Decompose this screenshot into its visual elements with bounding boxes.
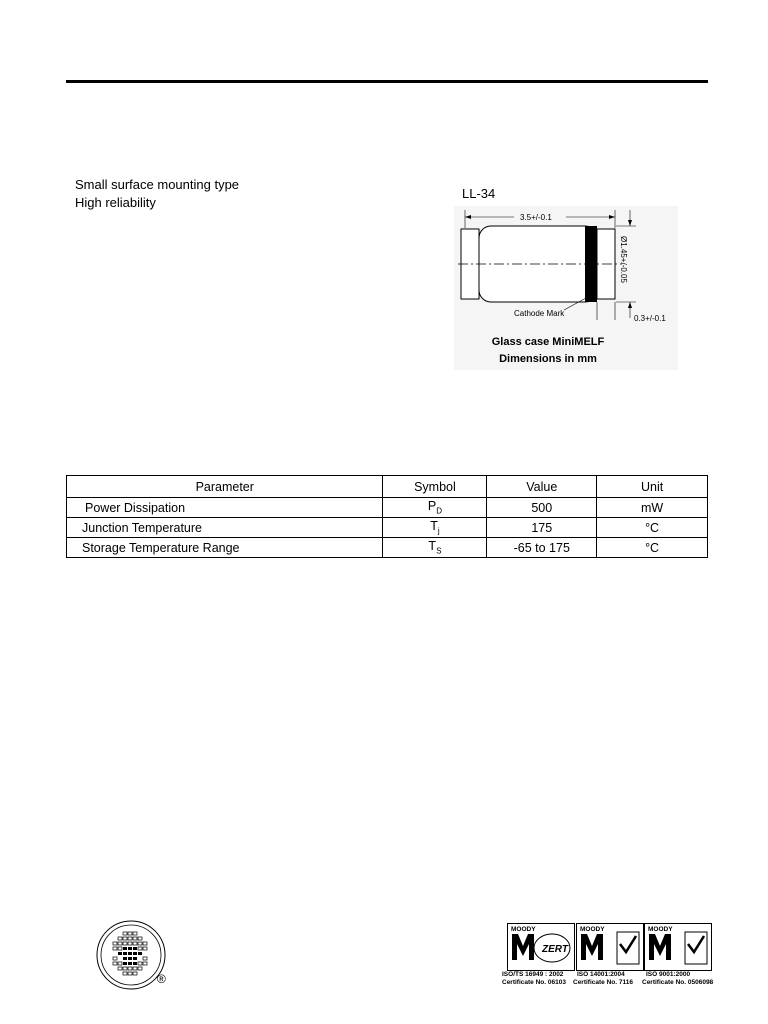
- cathode-mark-label: Cathode Mark: [514, 309, 565, 318]
- features-list: [75, 176, 239, 212]
- parameter-cell: Junction Temperature: [67, 518, 383, 538]
- value-cell: 500: [487, 498, 597, 518]
- moody-mark-icon: [645, 924, 711, 970]
- table-header-row: [67, 476, 708, 498]
- value-cell: -65 to 175: [487, 538, 597, 558]
- cert-number: Certificate No. 06103: [502, 979, 566, 986]
- feature-item: Small surface mounting type: [75, 177, 240, 192]
- diagram-caption: Glass case MiniMELF: [491, 336, 605, 348]
- header-unit: Unit: [597, 476, 708, 498]
- unit-cell: mW: [597, 498, 708, 518]
- symbol-cell: [383, 518, 487, 538]
- cert-standard: ISO 9001:2000: [646, 971, 691, 978]
- cert-logo-iso9001: [644, 923, 712, 971]
- symbol-text: T: [430, 519, 438, 534]
- parameter-cell: Storage Temperature Range: [67, 538, 383, 558]
- symbol-text: P: [427, 499, 437, 514]
- moody-mark-icon: [577, 924, 643, 970]
- value-cell: 175: [487, 518, 597, 538]
- table-row: [67, 518, 708, 538]
- parameter-cell: Power Dissipation: [67, 498, 383, 518]
- header-symbol: Symbol: [383, 476, 487, 498]
- symbol-text: T: [428, 539, 437, 554]
- company-logo: [95, 920, 175, 990]
- header-rule: [66, 80, 708, 83]
- package-diagram: [454, 206, 678, 370]
- symbol-subscript: D: [436, 506, 442, 516]
- cert-brand: MOODY: [580, 926, 605, 933]
- moody-mark-icon: [508, 924, 574, 970]
- feature-item: High reliability: [75, 195, 156, 210]
- cert-number: Certificate No. 0506098: [642, 979, 714, 986]
- registered-mark: ®: [157, 972, 166, 986]
- cert-brand: MOODY: [648, 926, 673, 933]
- diameter-dimension: Ø1.45+/-0.05: [619, 236, 628, 283]
- table-row: [67, 498, 708, 518]
- certification-logos: [500, 923, 712, 987]
- cert-number: Certificate No. 7116: [573, 979, 633, 986]
- symbol-cell: [383, 538, 487, 558]
- svg-text:ZERT: ZERT: [542, 944, 568, 955]
- unit-cell: °C: [597, 518, 708, 538]
- ratings-table: [66, 475, 708, 558]
- table-row: [67, 538, 708, 558]
- cert-standard: ISO/TS 16949 : 2002: [502, 971, 564, 978]
- symbol-subscript: S: [436, 546, 442, 556]
- package-name: LL-34: [462, 186, 496, 201]
- diagram-units-caption: Dimensions in mm: [499, 353, 597, 365]
- length-dimension: 3.5+/-0.1: [520, 213, 552, 222]
- header-parameter: Parameter: [67, 476, 383, 498]
- unit-cell: °C: [597, 538, 708, 558]
- symbol-cell: [383, 498, 487, 518]
- band-dimension: 0.3+/-0.1: [634, 314, 666, 323]
- cert-logo-iso14001: [576, 923, 644, 971]
- header-value: Value: [487, 476, 597, 498]
- symbol-subscript: j: [437, 526, 440, 536]
- cert-standard: ISO 14001:2004: [577, 971, 625, 978]
- cert-logo-isots: [507, 923, 575, 971]
- cert-brand: MOODY: [511, 926, 536, 933]
